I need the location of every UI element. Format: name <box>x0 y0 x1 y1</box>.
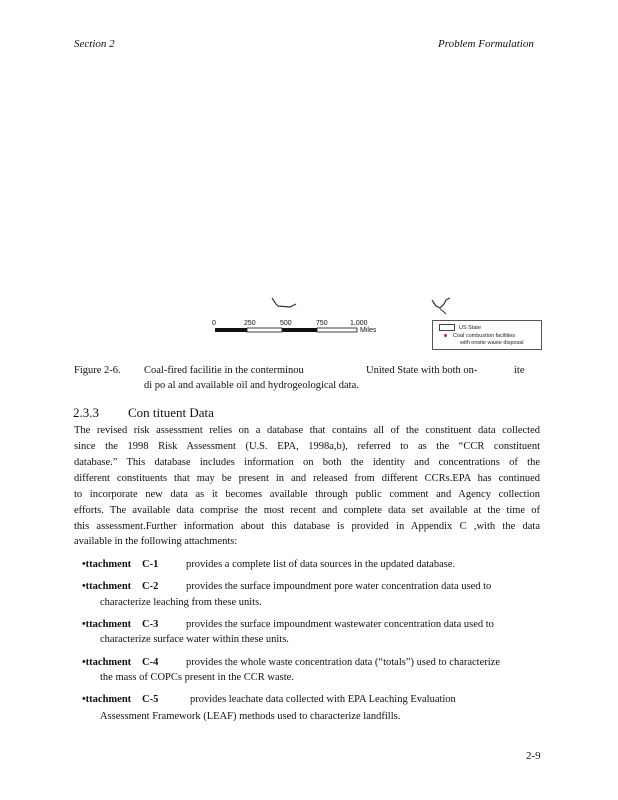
facility-dot-icon <box>444 334 447 337</box>
bullet-c1-text: provides a complete list of data sources in the updated database. <box>186 559 456 570</box>
scale-tick-750: 750 <box>316 320 328 327</box>
legend-item-facilities <box>439 333 515 339</box>
bullet-c5-text: provides leachate data collected with EPA Leaching Evaluation <box>190 694 456 705</box>
scale-tick-500: 500 <box>280 320 292 327</box>
bullet-c5-tag: C-5 <box>142 694 159 705</box>
paragraph-line: since the 1998 Risk Assessment (U.S. EPA, 1998a,b), referred to as the “CCR constituent <box>74 441 540 452</box>
map-figure <box>200 292 550 362</box>
bullet-c5-text-cont: Assessment Framework (LEAF) methods used to characterize landfills. <box>100 711 401 722</box>
coastline-fragment-west <box>272 298 296 307</box>
legend-label-facilities: Coal combustion facilities <box>453 333 516 339</box>
scale-seg-1 <box>215 328 247 332</box>
bullet-c5-prefix: •ttachment <box>82 694 132 705</box>
figure-caption-line2: di po al and available oil and hydrogeological data. <box>144 380 359 391</box>
section-title: Con tituent Data <box>128 405 214 420</box>
page-number: 2-9 <box>526 750 541 762</box>
legend-item-us-state <box>439 324 481 331</box>
bullet-c2-prefix: •ttachment <box>82 581 132 592</box>
bullet-c1-tag: C-1 <box>142 559 159 570</box>
bullet-c4-text: provides the whole waste concentration data (“totals”) used to characterize <box>186 657 500 668</box>
bullet-c4-text-cont: the mass of COPCs present in the CCR waste. <box>100 672 294 683</box>
scale-bar <box>215 328 357 332</box>
bullet-c1-prefix: •ttachment <box>82 559 132 570</box>
paragraph-line: efforts. The available data comprise the most recent and complete data set available at the time of <box>74 505 540 516</box>
paragraph-line: this assessment.Further information about this database is provided in Appendix C ,with the data <box>74 521 540 532</box>
scale-tick-250: 250 <box>244 320 256 327</box>
legend-item-facilities-cont: with onsite waste disposal <box>460 340 524 346</box>
bullet-c2-text-cont: characterize leaching from these units. <box>100 597 262 608</box>
scale-seg-2 <box>247 328 282 332</box>
coastline-fragment-florida <box>440 309 446 314</box>
scale-seg-4 <box>317 328 357 332</box>
bullet-c3-text-cont: characterize surface water within these units. <box>100 634 289 645</box>
paragraph-line: available in the following attachments: <box>74 536 238 547</box>
paragraph-line: database.” This database includes information on both the identity and concentrations of the <box>74 457 540 468</box>
figure-caption-line1-c: ite <box>514 365 525 376</box>
coastline-fragment-east <box>432 298 450 308</box>
figure-caption-label: Figure 2-6. <box>74 365 121 376</box>
bullet-c3-text: provides the surface impoundment wastewater concentration data used to <box>186 619 494 630</box>
bullet-c3-prefix: •ttachment <box>82 619 132 630</box>
paragraph-line: The revised risk assessment relies on a database that contains all of the constituent data collected <box>74 425 540 436</box>
map-legend <box>432 320 542 350</box>
scale-seg-3 <box>282 328 317 332</box>
section-number: 2.3.3 <box>73 405 99 420</box>
us-state-swatch-icon <box>439 324 455 331</box>
figure-caption-line1-a: Coal-fired facilitie in the conterminou <box>144 365 304 376</box>
scale-unit: Miles <box>360 327 377 334</box>
legend-label-us-state: US State <box>459 324 482 331</box>
bullet-c4-prefix: •ttachment <box>82 657 132 668</box>
bullet-c2-tag: C-2 <box>142 581 159 592</box>
paragraph-line: different constituents that may be present in and released from different CCRs.EPA has continued <box>74 473 540 484</box>
bullet-c4-tag: C-4 <box>142 657 159 668</box>
scale-tick-0: 0 <box>212 320 216 327</box>
running-header-title: Problem Formulation <box>438 38 534 50</box>
scale-tick-1000: 1,000 <box>350 320 368 327</box>
bullet-c2-text: provides the surface impoundment pore water concentration data used to <box>186 581 492 592</box>
figure-caption-line1-b: United State with both on- <box>366 365 478 376</box>
running-header-section: Section 2 <box>74 38 115 50</box>
bullet-c3-tag: C-3 <box>142 619 159 630</box>
paragraph-line: to incorporate new data as it becomes available through public comment and Agency collection <box>74 489 540 500</box>
